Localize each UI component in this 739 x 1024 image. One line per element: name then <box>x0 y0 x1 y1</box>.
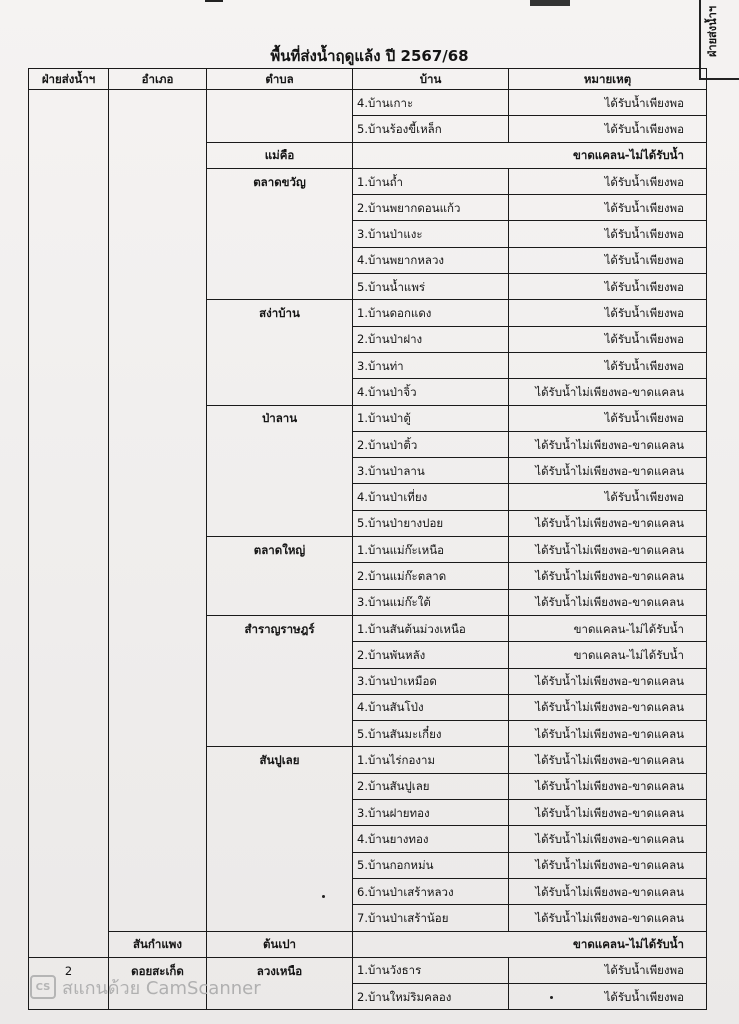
district-cell <box>109 773 207 799</box>
subdistrict-cell <box>207 431 353 457</box>
subdistrict-cell <box>207 352 353 378</box>
division-cell <box>29 247 109 273</box>
remark-cell: ได้รับน้ำไม่เพียงพอ-ขาดแคลน <box>509 458 707 484</box>
district-cell <box>109 247 207 273</box>
district-cell <box>109 668 207 694</box>
division-cell <box>29 800 109 826</box>
table-row <box>29 431 707 457</box>
village-cell: 1.บ้านป่าตู้ <box>353 405 509 431</box>
division-cell <box>29 90 109 116</box>
remark-cell: ได้รับน้ำเพียงพอ <box>509 274 707 300</box>
subdistrict-cell <box>207 247 353 273</box>
division-cell <box>29 168 109 194</box>
table-row <box>29 826 707 852</box>
district-cell <box>109 484 207 510</box>
subdistrict-cell <box>207 195 353 221</box>
table-row <box>29 221 707 247</box>
remark-cell: ได้รับน้ำไม่เพียงพอ-ขาดแคลน <box>509 826 707 852</box>
remark-cell: ขาดแคลน-ไม่ได้รับน้ำ <box>509 931 707 957</box>
table-row <box>29 563 707 589</box>
division-cell <box>29 668 109 694</box>
district-cell <box>109 300 207 326</box>
subdistrict-cell <box>207 510 353 536</box>
table-row <box>29 379 707 405</box>
remark-cell: ได้รับน้ำไม่เพียงพอ-ขาดแคลน <box>509 589 707 615</box>
table-row <box>29 484 707 510</box>
district-cell <box>109 878 207 904</box>
table-row <box>29 326 707 352</box>
division-cell <box>29 484 109 510</box>
village-cell: 4.บ้านยางทอง <box>353 826 509 852</box>
subdistrict-cell <box>207 90 353 116</box>
village-cell: 4.บ้านป่าจิ้ว <box>353 379 509 405</box>
village-cell: 2.บ้านพันหลัง <box>353 642 509 668</box>
subdistrict-cell: ต้นเปา <box>207 931 353 957</box>
division-cell <box>29 537 109 563</box>
remark-cell: ได้รับน้ำไม่เพียงพอ-ขาดแคลน <box>509 905 707 931</box>
village-cell: 3.บ้านป่าแงะ <box>353 221 509 247</box>
subdistrict-cell: แม่คือ <box>207 142 353 168</box>
subdistrict-cell <box>207 379 353 405</box>
division-cell <box>29 852 109 878</box>
district-cell: ดอยสะเก็ด <box>109 957 207 983</box>
district-cell <box>109 510 207 536</box>
village-cell: 2.บ้านแม่ก๊ะตลาด <box>353 563 509 589</box>
table-row <box>29 694 707 720</box>
division-cell <box>29 458 109 484</box>
header-remark: หมายเหตุ <box>509 69 707 90</box>
division-cell: 2 <box>29 957 109 983</box>
subdistrict-cell <box>207 773 353 799</box>
subdistrict-cell <box>207 878 353 904</box>
district-cell <box>109 116 207 142</box>
remark-cell: ได้รับน้ำไม่เพียงพอ-ขาดแคลน <box>509 721 707 747</box>
village-cell: 2.บ้านพยากดอนแก้ว <box>353 195 509 221</box>
subdistrict-cell <box>207 589 353 615</box>
division-cell <box>29 826 109 852</box>
division-cell <box>29 721 109 747</box>
remark-cell: ได้รับน้ำเพียงพอ <box>509 300 707 326</box>
subdistrict-cell <box>207 221 353 247</box>
division-cell <box>29 326 109 352</box>
village-cell: 2.บ้านใหม่ริมคลอง <box>353 984 509 1010</box>
subdistrict-cell <box>207 668 353 694</box>
remark-cell: ได้รับน้ำเพียงพอ <box>509 116 707 142</box>
subdistrict-cell: ลวงเหนือ <box>207 957 353 983</box>
subdistrict-cell: ตลาดใหญ่ <box>207 537 353 563</box>
division-cell <box>29 694 109 720</box>
district-cell <box>109 352 207 378</box>
division-cell <box>29 221 109 247</box>
district-cell <box>109 589 207 615</box>
table-row <box>29 274 707 300</box>
table-row <box>29 168 707 194</box>
district-cell <box>109 826 207 852</box>
camscanner-logo: CS <box>30 975 56 999</box>
district-cell <box>109 195 207 221</box>
remark-cell: ได้รับน้ำไม่เพียงพอ-ขาดแคลน <box>509 852 707 878</box>
division-cell <box>29 589 109 615</box>
village-cell <box>353 931 509 957</box>
table-row <box>29 142 707 168</box>
remark-cell: ได้รับน้ำไม่เพียงพอ-ขาดแคลน <box>509 694 707 720</box>
division-cell <box>29 300 109 326</box>
remark-cell: ได้รับน้ำไม่เพียงพอ-ขาดแคลน <box>509 379 707 405</box>
village-cell: 4.บ้านป่าเที่ยง <box>353 484 509 510</box>
district-cell <box>109 905 207 931</box>
header-village: บ้าน <box>353 69 509 90</box>
village-cell: 3.บ้านฝายทอง <box>353 800 509 826</box>
village-cell: 4.บ้านเกาะ <box>353 90 509 116</box>
division-cell <box>29 431 109 457</box>
table-row <box>29 90 707 116</box>
subdistrict-cell: สง่าบ้าน <box>207 300 353 326</box>
remark-cell: ได้รับน้ำไม่เพียงพอ-ขาดแคลน <box>509 773 707 799</box>
table-row <box>29 931 707 957</box>
table-row <box>29 195 707 221</box>
remark-cell: ได้รับน้ำเพียงพอ <box>509 221 707 247</box>
village-cell: 4.บ้านสันโป่ง <box>353 694 509 720</box>
division-cell <box>29 563 109 589</box>
subdistrict-cell: สำราญราษฎร์ <box>207 615 353 641</box>
page-title: พื้นที่ส่งน้ำฤดูแล้ง ปี 2567/68 <box>270 47 469 65</box>
subdistrict-cell: ป่าลาน <box>207 405 353 431</box>
table-row <box>29 300 707 326</box>
district-cell <box>109 431 207 457</box>
header-division: ฝ่ายส่งน้ำฯ <box>29 69 109 90</box>
division-cell <box>29 116 109 142</box>
remark-cell: ได้รับน้ำเพียงพอ <box>509 195 707 221</box>
district-cell <box>109 379 207 405</box>
district-cell <box>109 747 207 773</box>
subdistrict-cell <box>207 905 353 931</box>
village-cell: 3.บ้านป่าเหมือด <box>353 668 509 694</box>
village-cell: 5.บ้านกอกหม่น <box>353 852 509 878</box>
subdistrict-cell <box>207 642 353 668</box>
village-cell: 3.บ้านป่าลาน <box>353 458 509 484</box>
table-row <box>29 668 707 694</box>
camscanner-watermark <box>30 975 261 999</box>
village-cell: 5.บ้านน้ำแพร่ <box>353 274 509 300</box>
village-cell: 6.บ้านป่าเสร้าหลวง <box>353 878 509 904</box>
village-cell: 5.บ้านป่ายางปอย <box>353 510 509 536</box>
table-row <box>29 458 707 484</box>
corner-label: ฝ่ายส่งน้ำฯ <box>706 6 719 58</box>
village-cell: 3.บ้านแม่ก๊ะใต้ <box>353 589 509 615</box>
division-cell <box>29 405 109 431</box>
subdistrict-cell <box>207 458 353 484</box>
remark-cell: ขาดแคลน-ไม่ได้รับน้ำ <box>509 642 707 668</box>
district-cell <box>109 405 207 431</box>
subdistrict-cell <box>207 721 353 747</box>
table-row <box>29 352 707 378</box>
remark-cell: ได้รับน้ำเพียงพอ <box>509 957 707 983</box>
subdistrict-cell <box>207 274 353 300</box>
remark-cell: ได้รับน้ำไม่เพียงพอ-ขาดแคลน <box>509 510 707 536</box>
remark-cell: ได้รับน้ำไม่เพียงพอ-ขาดแคลน <box>509 878 707 904</box>
district-cell <box>109 800 207 826</box>
division-cell <box>29 642 109 668</box>
village-cell: 1.บ้านไร่กองาม <box>353 747 509 773</box>
subdistrict-cell <box>207 826 353 852</box>
table-row <box>29 405 707 431</box>
subdistrict-cell <box>207 563 353 589</box>
remark-cell: ได้รับน้ำเพียงพอ <box>509 352 707 378</box>
district-cell <box>109 168 207 194</box>
remark-cell: ได้รับน้ำเพียงพอ <box>509 90 707 116</box>
subdistrict-cell <box>207 694 353 720</box>
division-cell <box>29 615 109 641</box>
table-row <box>29 800 707 826</box>
division-cell <box>29 905 109 931</box>
division-cell <box>29 195 109 221</box>
table-header-row <box>29 69 707 90</box>
header-subdistrict: ตำบล <box>207 69 353 90</box>
table-row <box>29 642 707 668</box>
table-row <box>29 905 707 931</box>
division-cell <box>29 379 109 405</box>
district-cell <box>109 274 207 300</box>
village-cell: 3.บ้านท่า <box>353 352 509 378</box>
subdistrict-cell <box>207 326 353 352</box>
village-cell: 4.บ้านพยากหลวง <box>353 247 509 273</box>
district-cell <box>109 852 207 878</box>
header-district: อำเภอ <box>109 69 207 90</box>
table-row <box>29 247 707 273</box>
subdistrict-cell: ตลาดขวัญ <box>207 168 353 194</box>
remark-cell: ได้รับน้ำไม่เพียงพอ-ขาดแคลน <box>509 563 707 589</box>
remark-cell: ได้รับน้ำไม่เพียงพอ-ขาดแคลน <box>509 537 707 563</box>
remark-cell: ได้รับน้ำไม่เพียงพอ-ขาดแคลน <box>509 668 707 694</box>
subdistrict-cell: สันปูเลย <box>207 747 353 773</box>
district-cell <box>109 721 207 747</box>
subdistrict-cell <box>207 800 353 826</box>
village-cell: 2.บ้านป่าติ้ว <box>353 431 509 457</box>
village-cell: 2.บ้านป่าฝาง <box>353 326 509 352</box>
district-cell <box>109 90 207 116</box>
scan-speck <box>322 895 325 898</box>
village-cell: 7.บ้านป่าเสร้าน้อย <box>353 905 509 931</box>
village-cell: 5.บ้านสันมะเกี๋ยง <box>353 721 509 747</box>
division-cell <box>29 878 109 904</box>
subdistrict-cell <box>207 116 353 142</box>
table-row <box>29 852 707 878</box>
remark-cell: ได้รับน้ำเพียงพอ <box>509 484 707 510</box>
village-cell <box>353 142 509 168</box>
remark-cell: ได้รับน้ำไม่เพียงพอ-ขาดแคลน <box>509 431 707 457</box>
remark-cell: ได้รับน้ำเพียงพอ <box>509 984 707 1010</box>
division-cell <box>29 773 109 799</box>
remark-cell: ได้รับน้ำไม่เพียงพอ-ขาดแคลน <box>509 800 707 826</box>
subdistrict-cell <box>207 484 353 510</box>
district-cell <box>109 326 207 352</box>
district-cell <box>109 142 207 168</box>
remark-cell: ขาดแคลน-ไม่ได้รับน้ำ <box>509 615 707 641</box>
district-cell <box>109 615 207 641</box>
division-cell <box>29 274 109 300</box>
division-cell <box>29 931 109 957</box>
scan-speck <box>550 996 553 999</box>
table-row <box>29 721 707 747</box>
district-cell <box>109 563 207 589</box>
division-cell <box>29 510 109 536</box>
district-cell: สันกำแพง <box>109 931 207 957</box>
district-cell <box>109 458 207 484</box>
table-row <box>29 510 707 536</box>
scan-mark <box>205 0 223 2</box>
table-row <box>29 773 707 799</box>
district-cell <box>109 537 207 563</box>
district-cell <box>109 694 207 720</box>
division-cell <box>29 747 109 773</box>
remark-cell: ได้รับน้ำเพียงพอ <box>509 405 707 431</box>
remark-cell: ได้รับน้ำเพียงพอ <box>509 168 707 194</box>
table-row <box>29 878 707 904</box>
village-cell: 1.บ้านแม่ก๊ะเหนือ <box>353 537 509 563</box>
table-row <box>29 116 707 142</box>
subdistrict-cell <box>207 852 353 878</box>
village-cell: 1.บ้านสันต้นม่วงเหนือ <box>353 615 509 641</box>
village-cell: 5.บ้านร้องขี้เหล็ก <box>353 116 509 142</box>
remark-cell: ได้รับน้ำเพียงพอ <box>509 247 707 273</box>
village-cell: 1.บ้านดอกแดง <box>353 300 509 326</box>
table-row <box>29 747 707 773</box>
table-row <box>29 615 707 641</box>
division-cell <box>29 352 109 378</box>
village-cell: 1.บ้านถ้ำ <box>353 168 509 194</box>
district-cell <box>109 642 207 668</box>
division-cell <box>29 142 109 168</box>
remark-cell: ขาดแคลน-ไม่ได้รับน้ำ <box>509 142 707 168</box>
table-row <box>29 537 707 563</box>
watermark-text: สแกนด้วย CamScanner <box>62 977 261 999</box>
table-row <box>29 589 707 615</box>
district-cell <box>109 221 207 247</box>
remark-cell: ได้รับน้ำเพียงพอ <box>509 326 707 352</box>
remark-cell: ได้รับน้ำไม่เพียงพอ-ขาดแคลน <box>509 747 707 773</box>
village-cell: 1.บ้านวังธาร <box>353 957 509 983</box>
village-cell: 2.บ้านสันปูเลย <box>353 773 509 799</box>
scan-mark <box>530 0 570 6</box>
water-delivery-table <box>28 68 707 1010</box>
